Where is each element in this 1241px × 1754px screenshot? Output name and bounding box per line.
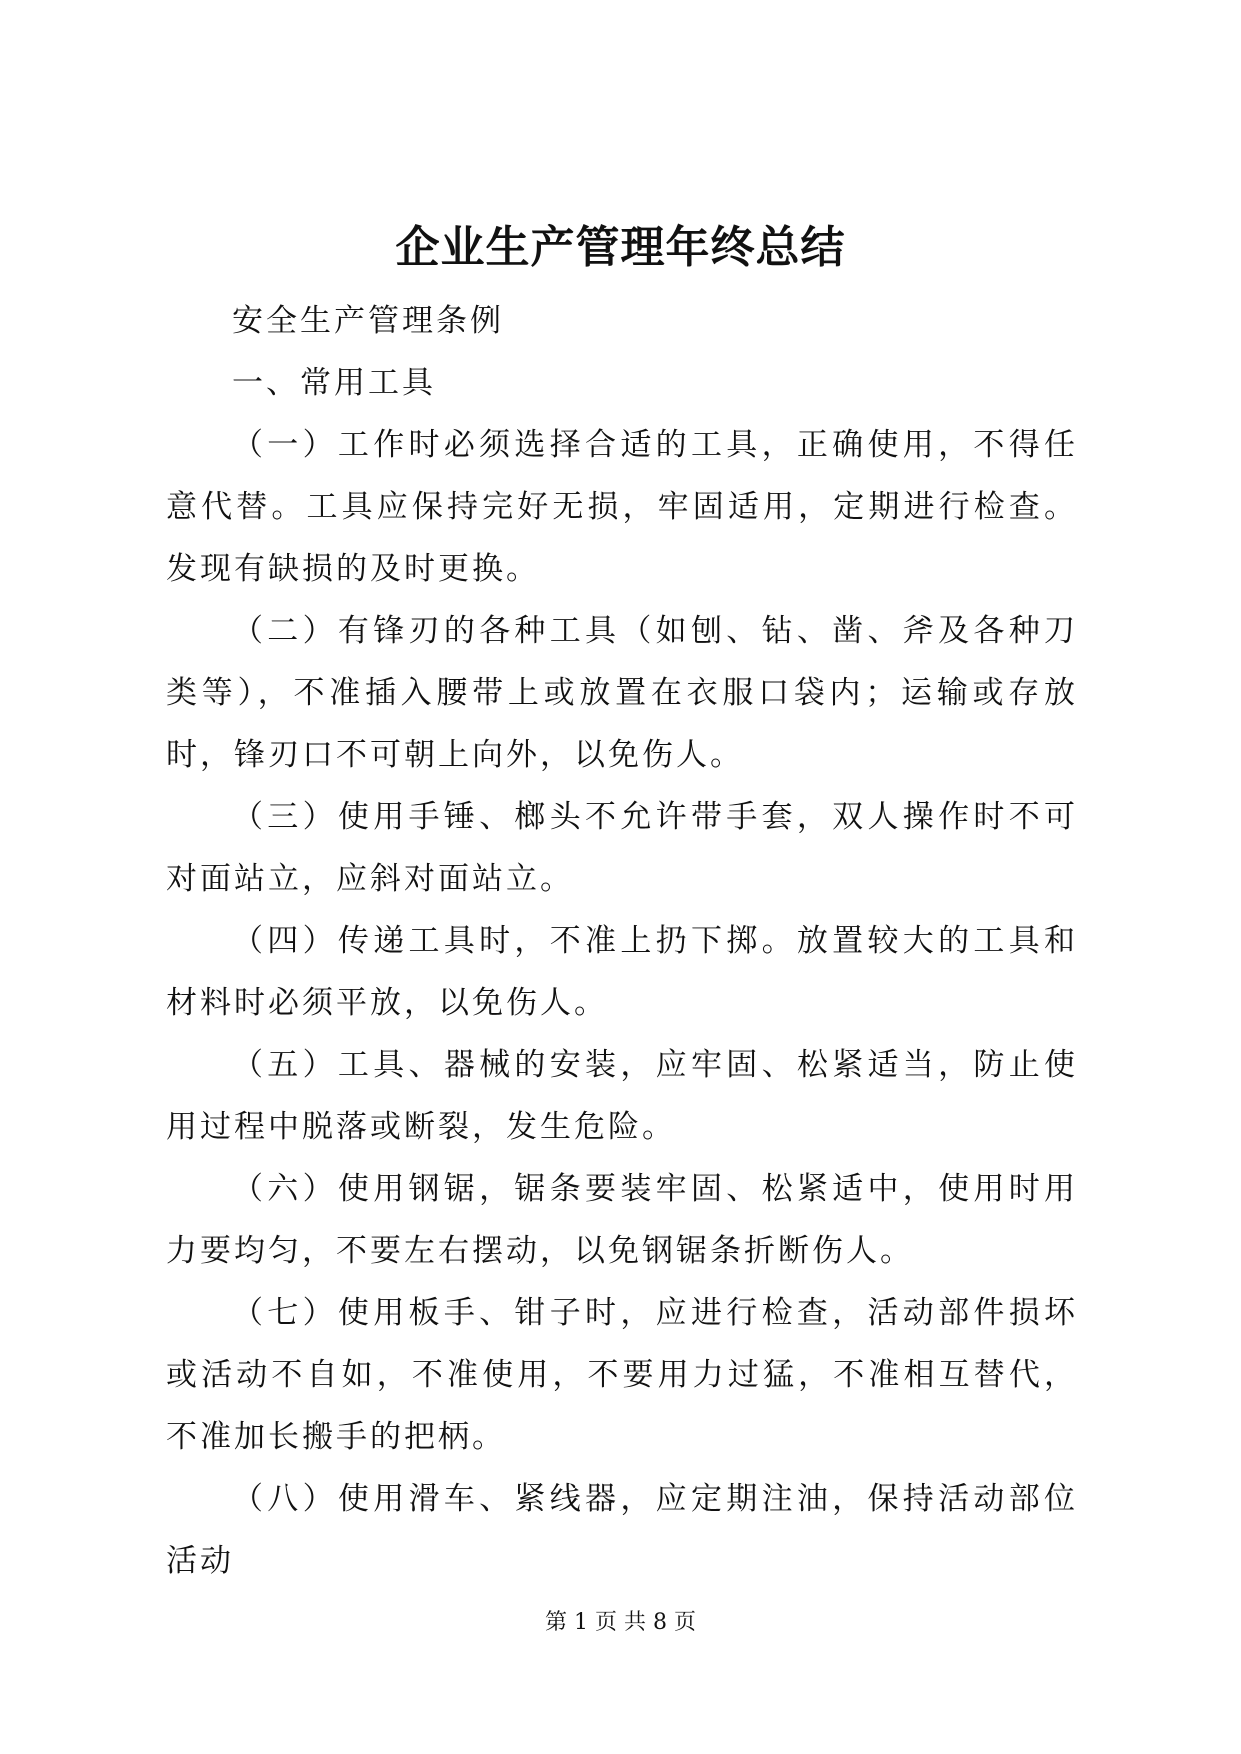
section-heading: 安全生产管理条例	[232, 303, 504, 339]
clause-paragraph: （六）使用钢锯，锯条要装牢固、松紧适中，使用时用力要均匀，不要左右摆动，以免钢锯条折断伤人。	[166, 1171, 1078, 1269]
clause-paragraph: （四）传递工具时，不准上扔下掷。放置较大的工具和材料时必须平放，以免伤人。	[166, 923, 1078, 1021]
page-number-footer: 第 1 页 共 8 页	[545, 1610, 696, 1635]
subsection-heading: 一、常用工具	[232, 365, 436, 401]
document-title: 企业生产管理年终总结	[395, 222, 846, 273]
clause-paragraph: （八）使用滑车、紧线器，应定期注油，保持活动部位活动	[166, 1481, 1078, 1579]
clause-paragraph: （一）工作时必须选择合适的工具，正确使用，不得任意代替。工具应保持完好无损，牢固适用，定期进行检查。发现有缺损的及时更换。	[166, 427, 1078, 587]
document-body	[166, 290, 1078, 1592]
clause-paragraph: （七）使用板手、钳子时，应进行检查，活动部件损坏或活动不自如，不准使用，不要用力过猛，不准相互替代，不准加长搬手的把柄。	[166, 1295, 1078, 1455]
clause-paragraph: （五）工具、器械的安装，应牢固、松紧适当，防止使用过程中脱落或断裂，发生危险。	[166, 1047, 1078, 1145]
clause-paragraph: （三）使用手锤、榔头不允许带手套，双人操作时不可对面站立，应斜对面站立。	[166, 799, 1078, 897]
clause-paragraph: （二）有锋刃的各种工具（如刨、钻、凿、斧及各种刀类等），不准插入腰带上或放置在衣服口袋内；运输或存放时，锋刃口不可朝上向外，以免伤人。	[166, 613, 1078, 773]
